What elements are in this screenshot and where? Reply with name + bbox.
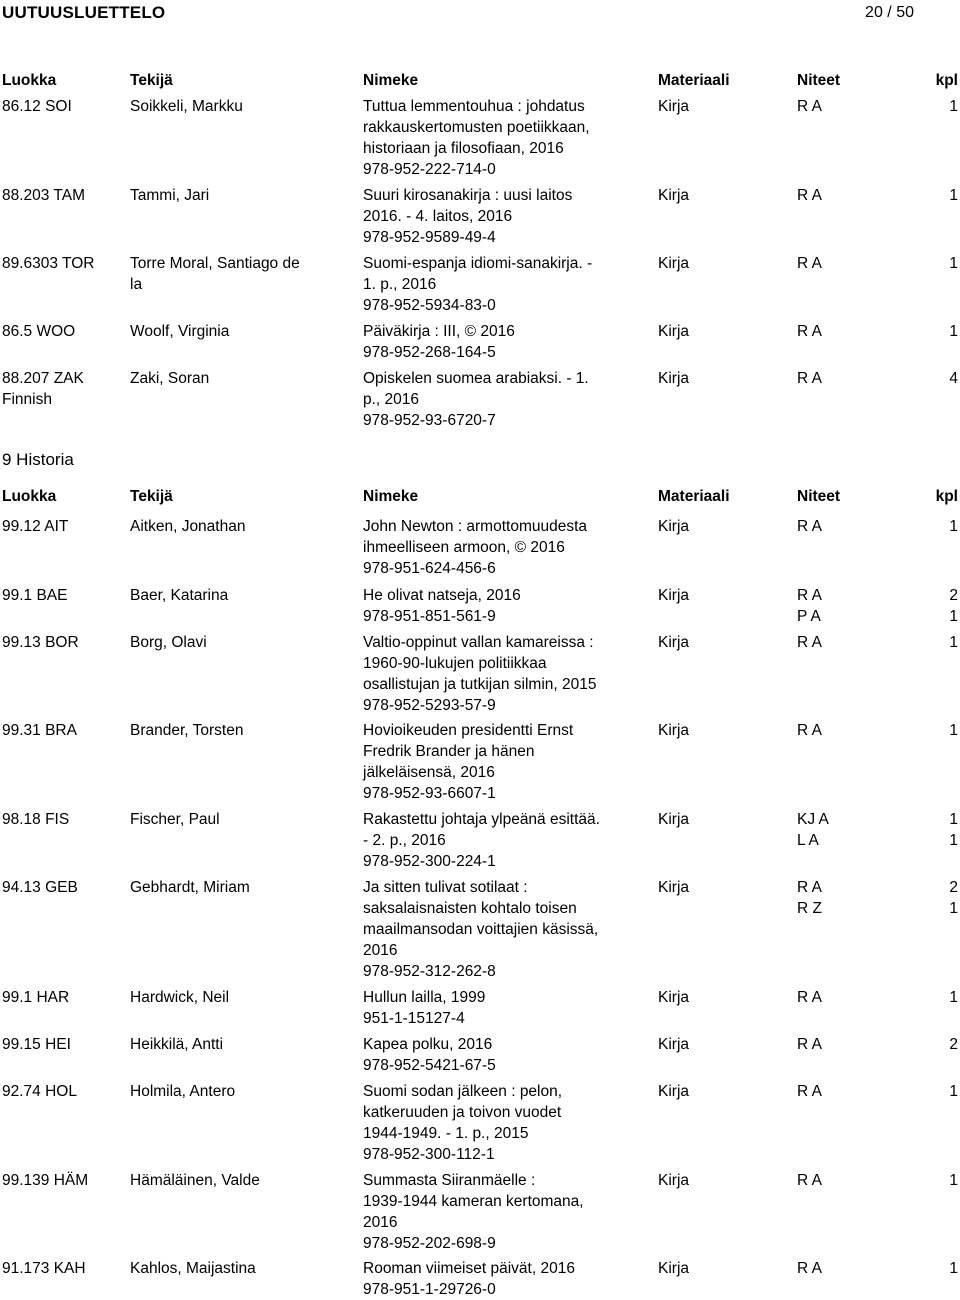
title: 978-952-9589-49-4	[363, 229, 496, 246]
title: 951-1-15127-4	[363, 1010, 465, 1027]
material-type-cell	[658, 632, 689, 653]
author: Torre Moral, Santiago de	[130, 255, 300, 272]
copies-location: R A	[797, 989, 822, 1006]
title-cell	[363, 96, 628, 180]
copies-location-cell	[797, 96, 917, 117]
title-cell	[363, 632, 628, 716]
copies-location-cell	[797, 253, 917, 274]
author: Heikkilä, Antti	[130, 1036, 224, 1053]
author: Kahlos, Maijastina	[130, 1260, 256, 1277]
column-header-row	[0, 70, 960, 92]
copy-count: 1	[949, 187, 958, 204]
call-number-cell	[2, 1170, 122, 1191]
material-type: Kirja	[658, 587, 690, 604]
call-number: 86.5 WOO	[2, 323, 76, 340]
author-cell	[130, 720, 330, 741]
author-cell	[130, 809, 330, 830]
author: Holmila, Antero	[130, 1083, 236, 1100]
copy-count: 1	[949, 900, 958, 917]
copy-count-cell	[918, 185, 958, 206]
copies-location-cell	[797, 720, 917, 741]
copy-count-cell	[918, 1258, 958, 1279]
author: Baer, Katarina	[130, 587, 229, 604]
copies-location-cell	[797, 185, 917, 206]
call-number: 99.31 BRA	[2, 722, 77, 739]
copy-count-cell	[918, 987, 958, 1008]
call-number-cell	[2, 185, 122, 206]
document-title: UUTUUSLUETTELO	[2, 3, 166, 22]
material-type: Kirja	[658, 98, 690, 115]
material-type-cell	[658, 516, 689, 537]
copy-count: 1	[949, 989, 958, 1006]
column-header-row	[0, 486, 960, 508]
call-number: Finnish	[2, 391, 52, 408]
copy-count-cell	[918, 1081, 958, 1102]
title: Valtio-oppinut vallan kamareissa :	[363, 634, 594, 651]
material-type-cell	[658, 1258, 689, 1279]
title: saksalaisnaisten kohtalo toisen	[363, 900, 577, 917]
column-header-tekija: Tekijä	[130, 488, 173, 505]
copy-count-cell	[918, 632, 958, 653]
title: 1. p., 2016	[363, 276, 437, 293]
column-header-materiaali: Materiaali	[658, 488, 730, 505]
material-type-cell	[658, 253, 689, 274]
title-cell	[363, 987, 628, 1029]
title-cell	[363, 516, 628, 579]
title-cell	[363, 368, 628, 431]
section-title: 9 Historia	[2, 450, 74, 469]
copy-count-cell	[918, 1034, 958, 1055]
title: Suuri kirosanakirja : uusi laitos	[363, 187, 573, 204]
call-number-cell	[2, 585, 122, 606]
copy-count: 4	[949, 370, 958, 387]
material-type: Kirja	[658, 255, 690, 272]
author: Hardwick, Neil	[130, 989, 230, 1006]
call-number-cell	[2, 96, 122, 117]
copies-location: R A	[797, 518, 822, 535]
author: Brander, Torsten	[130, 722, 244, 739]
call-number: 98.18 FIS	[2, 811, 70, 828]
title: osallistujan ja tutkijan silmin, 2015	[363, 676, 597, 693]
title: 978-952-93-6720-7	[363, 412, 496, 429]
call-number-cell	[2, 1258, 122, 1279]
call-number: 91.173 KAH	[2, 1260, 86, 1277]
material-type-cell	[658, 96, 689, 117]
author: Fischer, Paul	[130, 811, 220, 828]
title: Hullun lailla, 1999	[363, 989, 486, 1006]
title-cell	[363, 585, 628, 627]
copies-location: R A	[797, 370, 822, 387]
copies-location-cell	[797, 368, 917, 389]
material-type: Kirja	[658, 323, 690, 340]
title: Suomi-espanja idiomi-sanakirja. -	[363, 255, 593, 272]
copies-location-cell	[797, 632, 917, 653]
author-cell	[130, 987, 330, 1008]
title: 978-952-268-164-5	[363, 344, 496, 361]
copy-count-cell	[918, 809, 958, 851]
title: Ja sitten tulivat sotilaat :	[363, 879, 528, 896]
copy-count: 2	[949, 587, 958, 604]
author-cell	[130, 585, 330, 606]
title: historiaan ja filosofiaan, 2016	[363, 140, 564, 157]
title: 1944-1949. - 1. p., 2015	[363, 1125, 529, 1142]
call-number: 88.203 TAM	[2, 187, 86, 204]
author: Aitken, Jonathan	[130, 518, 246, 535]
title-cell	[363, 720, 628, 804]
copies-location-cell	[797, 516, 917, 537]
title: Rakastettu johtaja ylpeänä esittää.	[363, 811, 600, 828]
copy-count: 1	[949, 1172, 958, 1189]
copies-location-cell	[797, 1170, 917, 1191]
title-cell	[363, 1170, 628, 1254]
column-header-niteet: Niteet	[797, 72, 841, 89]
author-cell	[130, 368, 330, 389]
author-cell	[130, 185, 330, 206]
column-header-tekija: Tekijä	[130, 72, 173, 89]
column-header-kpl: kpl	[935, 488, 958, 505]
copies-location-cell	[797, 321, 917, 342]
copy-count: 2	[949, 1036, 958, 1053]
copy-count: 1	[949, 323, 958, 340]
author: Borg, Olavi	[130, 634, 207, 651]
title: 978-952-202-698-9	[363, 1235, 496, 1252]
title: 1960-90-lukujen politiikkaa	[363, 655, 547, 672]
call-number-cell	[2, 987, 122, 1008]
copies-location: R A	[797, 1083, 822, 1100]
copies-location: R A	[797, 1172, 822, 1189]
title-cell	[363, 877, 628, 982]
copy-count-cell	[918, 96, 958, 117]
title: maailmansodan voittajien käsissä,	[363, 921, 599, 938]
copy-count-cell	[918, 877, 958, 919]
material-type: Kirja	[658, 811, 690, 828]
copy-count-cell	[918, 516, 958, 537]
call-number-cell	[2, 516, 122, 537]
material-type: Kirja	[658, 722, 690, 739]
copies-location: R A	[797, 1260, 822, 1277]
copy-count: 1	[949, 1260, 958, 1277]
call-number: 92.74 HOL	[2, 1083, 77, 1100]
author-cell	[130, 96, 330, 117]
title: Suomi sodan jälkeen : pelon,	[363, 1083, 563, 1100]
title: 978-952-300-224-1	[363, 853, 496, 870]
author-cell	[130, 516, 330, 537]
material-type: Kirja	[658, 634, 690, 651]
copy-count: 1	[949, 608, 958, 625]
material-type-cell	[658, 1081, 689, 1102]
copies-location: R A	[797, 323, 822, 340]
title-cell	[363, 185, 628, 248]
author-cell	[130, 253, 330, 295]
title: Päiväkirja : III, © 2016	[363, 323, 515, 340]
title: 978-952-222-714-0	[363, 161, 496, 178]
copies-location-cell	[797, 1034, 917, 1055]
material-type: Kirja	[658, 1172, 690, 1189]
copies-location: R A	[797, 634, 822, 651]
copy-count: 1	[949, 722, 958, 739]
page-header	[0, 0, 960, 24]
call-number: 88.207 ZAK	[2, 370, 84, 387]
copies-location: P A	[797, 608, 821, 625]
material-type-cell	[658, 321, 689, 342]
column-header-nimeke: Nimeke	[363, 72, 419, 89]
title: jälkeläisensä, 2016	[363, 764, 495, 781]
material-type: Kirja	[658, 518, 690, 535]
call-number: 94.13 GEB	[2, 879, 78, 896]
title: John Newton : armottomuudesta	[363, 518, 588, 535]
copy-count: 1	[949, 255, 958, 272]
material-type-cell	[658, 1170, 689, 1191]
author-cell	[130, 632, 330, 653]
copy-count: 1	[949, 634, 958, 651]
call-number-cell	[2, 321, 122, 342]
title: 978-952-312-262-8	[363, 963, 496, 980]
page-number	[865, 2, 914, 23]
copies-location: R A	[797, 255, 822, 272]
call-number: 99.139 HÄM	[2, 1172, 89, 1189]
copies-location: R A	[797, 722, 822, 739]
material-type: Kirja	[658, 1260, 690, 1277]
material-type: Kirja	[658, 370, 690, 387]
copies-location-cell	[797, 877, 917, 919]
author-cell	[130, 1170, 330, 1191]
material-type-cell	[658, 1034, 689, 1055]
total-pages: 50	[896, 4, 914, 21]
author-cell	[130, 321, 330, 342]
material-type: Kirja	[658, 989, 690, 1006]
title: 978-951-851-561-9	[363, 608, 496, 625]
copies-location: R A	[797, 98, 822, 115]
copy-count-cell	[918, 720, 958, 741]
author-cell	[130, 877, 330, 898]
copy-count: 2	[949, 879, 958, 896]
author: la	[130, 276, 143, 293]
title: ihmeelliseen armoon, © 2016	[363, 539, 565, 556]
title: 2016. - 4. laitos, 2016	[363, 208, 513, 225]
copy-count: 1	[949, 518, 958, 535]
copies-location-cell	[797, 585, 917, 627]
author: Gebhardt, Miriam	[130, 879, 250, 896]
title: Hovioikeuden presidentti Ernst	[363, 722, 574, 739]
copies-location: L A	[797, 832, 819, 849]
title: 978-952-5934-83-0	[363, 297, 496, 314]
column-header-materiaali: Materiaali	[658, 72, 730, 89]
title: katkeruuden ja toivon vuodet	[363, 1104, 562, 1121]
title: - 2. p., 2016	[363, 832, 446, 849]
material-type: Kirja	[658, 1083, 690, 1100]
copies-location-cell	[797, 987, 917, 1008]
material-type: Kirja	[658, 187, 690, 204]
title: Summasta Siiranmäelle :	[363, 1172, 536, 1189]
copy-count: 1	[949, 98, 958, 115]
title: 978-952-5421-67-5	[363, 1057, 496, 1074]
copies-location: R A	[797, 187, 822, 204]
call-number-cell	[2, 877, 122, 898]
call-number-cell	[2, 720, 122, 741]
column-header-nimeke: Nimeke	[363, 488, 419, 505]
title: 978-952-5293-57-9	[363, 697, 496, 714]
copy-count: 1	[949, 811, 958, 828]
title-cell	[363, 253, 628, 316]
call-number: 99.12 AIT	[2, 518, 69, 535]
title: p., 2016	[363, 391, 420, 408]
material-type-cell	[658, 987, 689, 1008]
author-cell	[130, 1081, 330, 1102]
title-cell	[363, 1034, 628, 1076]
copies-location: R Z	[797, 900, 822, 917]
material-type-cell	[658, 585, 689, 606]
copies-location: R A	[797, 1036, 822, 1053]
copies-location-cell	[797, 1258, 917, 1279]
material-type-cell	[658, 809, 689, 830]
title: Kapea polku, 2016	[363, 1036, 493, 1053]
call-number-cell	[2, 809, 122, 830]
copy-count-cell	[918, 585, 958, 627]
title-cell	[363, 321, 628, 363]
author-cell	[130, 1258, 330, 1279]
author: Tammi, Jari	[130, 187, 210, 204]
column-header-luokka: Luokka	[2, 488, 57, 505]
author: Zaki, Soran	[130, 370, 210, 387]
title: Fredrik Brander ja hänen	[363, 743, 535, 760]
copy-count-cell	[918, 1170, 958, 1191]
column-header-niteet: Niteet	[797, 488, 841, 505]
title-cell	[363, 1258, 628, 1300]
title: 978-951-1-29726-0	[363, 1281, 496, 1298]
title: Opiskelen suomea arabiaksi. - 1.	[363, 370, 589, 387]
copy-count-cell	[918, 253, 958, 274]
copies-location-cell	[797, 809, 917, 851]
copies-location: R A	[797, 879, 822, 896]
author: Soikkeli, Markku	[130, 98, 243, 115]
title: Tuttua lemmentouhua : johdatus	[363, 98, 585, 115]
call-number: 99.13 BOR	[2, 634, 79, 651]
material-type: Kirja	[658, 879, 690, 896]
copies-location: KJ A	[797, 811, 829, 828]
column-header-luokka: Luokka	[2, 72, 57, 89]
copy-count: 1	[949, 1083, 958, 1100]
title: 2016	[363, 942, 398, 959]
author: Hämäläinen, Valde	[130, 1172, 260, 1189]
material-type-cell	[658, 368, 689, 389]
copy-count-cell	[918, 368, 958, 389]
material-type-cell	[658, 720, 689, 741]
title: 1939-1944 kameran kertomana,	[363, 1193, 584, 1210]
call-number-cell	[2, 632, 122, 653]
title: 978-952-93-6607-1	[363, 785, 496, 802]
call-number: 89.6303 TOR	[2, 255, 95, 272]
call-number: 99.1 HAR	[2, 989, 70, 1006]
call-number-cell	[2, 368, 122, 410]
call-number-cell	[2, 1081, 122, 1102]
author-cell	[130, 1034, 330, 1055]
title: He olivat natseja, 2016	[363, 587, 521, 604]
title: 978-952-300-112-1	[363, 1146, 495, 1163]
material-type: Kirja	[658, 1036, 690, 1053]
author: Woolf, Virginia	[130, 323, 230, 340]
material-type-cell	[658, 185, 689, 206]
page-separator: /	[887, 4, 892, 21]
call-number-cell	[2, 253, 122, 274]
title-cell	[363, 1081, 628, 1165]
column-header-kpl: kpl	[935, 72, 958, 89]
copies-location: R A	[797, 587, 822, 604]
title-cell	[363, 809, 628, 872]
copy-count: 1	[949, 832, 958, 849]
title: rakkauskertomusten poetiikkaan,	[363, 119, 590, 136]
title: Rooman viimeiset päivät, 2016	[363, 1260, 575, 1277]
title: 978-951-624-456-6	[363, 560, 496, 577]
material-type-cell	[658, 877, 689, 898]
current-page: 20	[865, 4, 883, 21]
copy-count-cell	[918, 321, 958, 342]
copies-location-cell	[797, 1081, 917, 1102]
call-number: 99.15 HEI	[2, 1036, 71, 1053]
call-number: 99.1 BAE	[2, 587, 68, 604]
title: 2016	[363, 1214, 398, 1231]
call-number: 86.12 SOI	[2, 98, 72, 115]
call-number-cell	[2, 1034, 122, 1055]
